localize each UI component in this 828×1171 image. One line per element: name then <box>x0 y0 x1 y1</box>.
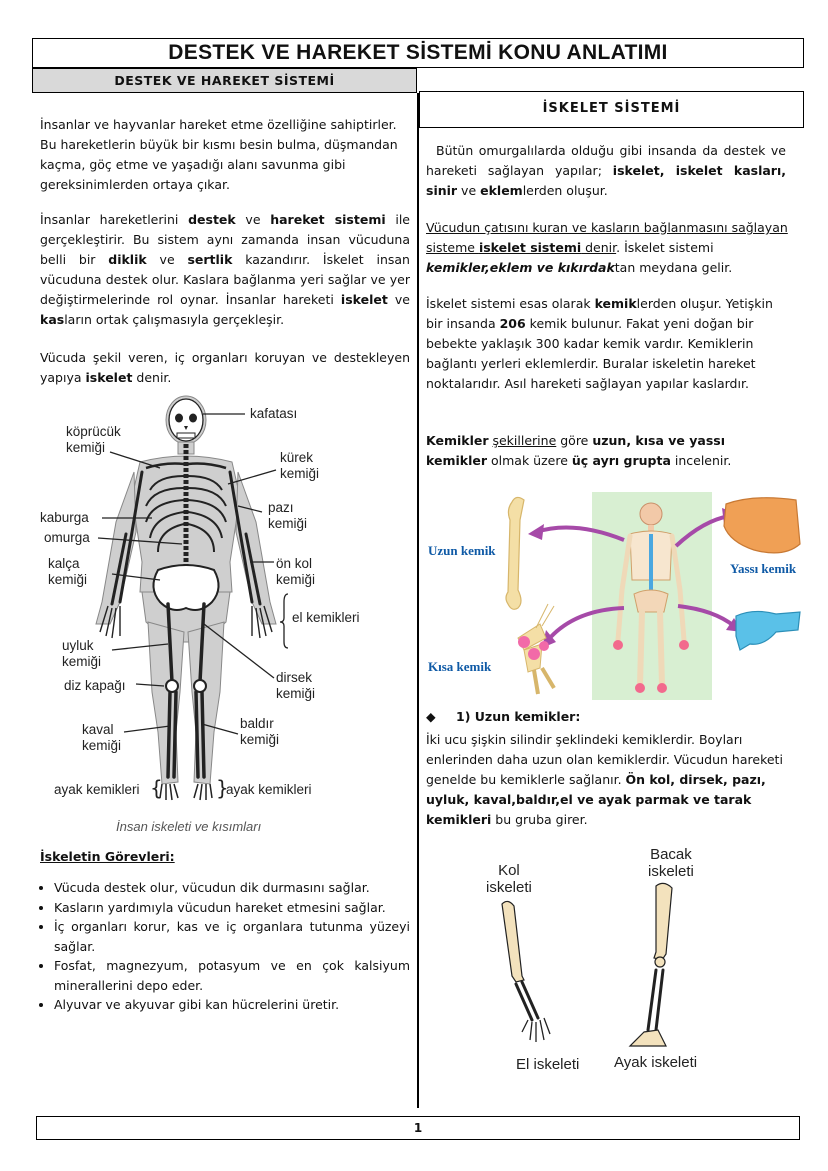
limb-skeleton-figure <box>480 880 720 1050</box>
label-kaburga: kaburga <box>40 510 89 525</box>
label-kopurcuk: köprücük kemiği <box>66 424 121 455</box>
label-pazi: pazı kemiği <box>268 500 308 531</box>
label-el-iskeleti: El iskeleti <box>516 1056 580 1073</box>
long-bones-paragraph: İki ucu şişkin silindir şeklindeki kemiklerdir. Boyları enlerinden daha uzun olan kemiklerdir. Vücudun hareketi genelde bu kemiklerle sağlanır. Ön kol, dirsek, pazı, uyluk, kaval,baldır,el ve ayak parmak ve tarak kemikleri bu gruba girer. <box>426 732 783 827</box>
tasks-list <box>40 878 410 1015</box>
column-divider <box>417 93 419 1108</box>
label-diz-kapagi: diz kapağı <box>64 678 126 693</box>
label-kafatasi: kafatası <box>250 406 298 421</box>
label-onkol: ön kol kemiği <box>276 556 316 587</box>
long-bones-heading: ◆ 1) Uzun kemikler: <box>426 709 581 724</box>
label-uyluk: uyluk kemiği <box>62 638 102 669</box>
label-kalca: kalça kemiği <box>48 556 88 587</box>
label-yassi-kemik: Yassı kemik <box>730 561 797 576</box>
label-kurek: kürek kemiği <box>280 450 320 481</box>
bone-count-paragraph: İskelet sistemi esas olarak kemiklerden oluşur. Yetişkin bir insanda 206 kemik bulunur. Fakat yeni doğan bir bebekte yaklaşık 300 kadar kemik vardır. Kemiklerin bağlantı yerleri eklemlerdir. Buralar iskeletin hareket noktalarıdır. Asıl hareketi sağlayan yapılar kaslardır. <box>426 296 773 391</box>
tasks-heading: İskeletin Görevleri: <box>40 849 175 864</box>
label-ayak-left: ayak kemikleri <box>54 782 140 797</box>
intro-paragraph: İnsanlar ve hayvanlar hareket etme özelliğine sahiptirler. Bu hareketlerin büyük bir kısmı besin bulma, düşmandan kaçma, göç etme ve yaşadığı alanı savunma gibi gereksinimlerden ortaya çıkar. <box>40 117 398 192</box>
label-kaval: kaval kemiği <box>82 722 122 753</box>
page-title: DESTEK VE HAREKET SİSTEMİ KONU ANLATIMI <box>32 38 804 68</box>
support-paragraph: İnsanlar hareketlerini destek ve hareket sistemi ile gerçekleştirir. Bu sistem aynı zamanda insan vücuduna belli bir diklik ve sertlik kazandırır. İskelet insan vücuduna destek olur. Kaslara bağlanma yeri sağlar ve yer değiştirmelerinde rol oynar. İnsanlar hareketi iskelet ve kasların ortak çalışmasıyla gerçekleşir. <box>40 212 410 327</box>
figure-caption: İnsan iskeleti ve kısımları <box>116 819 262 834</box>
label-kol-iskeleti: Kol iskeleti <box>486 862 532 896</box>
page-number: 1 <box>36 1116 800 1140</box>
task-item: • Vücuda destek olur, vücudun dik durmasını sağlar. <box>54 878 410 898</box>
task-item: • İç organları korur, kas ve iç organlara tutunma yüzeyi sağlar. <box>54 917 410 956</box>
label-omurga: omurga <box>44 530 90 545</box>
skeleton-definition: Vücuda şekil veren, iç organları koruyan ve destekleyen yapıya iskelet denir. <box>40 350 410 385</box>
svg-text:}: } <box>216 776 229 800</box>
label-dirsek: dirsek kemiği <box>276 670 316 701</box>
skeletal-system-definition: Vücudun çatısını kuran ve kasların bağlanmasını sağlayan sisteme iskelet sistemi denir. İskelet sistemi kemikler,eklem ve kıkırdaktan meydana gelir. <box>426 220 788 275</box>
bone-shapes-paragraph: Kemikler şekillerine göre uzun, kısa ve yassı kemikler olmak üzere üç ayrı grupta incelenir. <box>426 433 732 468</box>
label-baldir: baldır kemiği <box>240 716 280 747</box>
tasks-list-container <box>40 878 410 1015</box>
label-uzun-kemik: Uzun kemik <box>428 543 496 558</box>
task-item: • Alyuvar ve akyuvar gibi kan hücrelerini üretir. <box>54 995 410 1015</box>
label-bacak-iskeleti: Bacak iskeleti <box>648 846 694 880</box>
label-kisa-kemik: Kısa kemik <box>428 659 492 674</box>
svg-text:{: { <box>150 776 163 800</box>
right-section-heading: İSKELET SİSTEMİ <box>419 91 804 128</box>
label-el-kemikleri: el kemikleri <box>292 610 360 625</box>
task-item: • Kasların yardımıyla vücudun hareket etmesini sağlar. <box>54 898 410 918</box>
skeletal-components-paragraph: Bütün omurgalılarda olduğu gibi insanda da destek ve hareketi sağlayan yapılar; iskelet, iskelet kasları, sinir ve eklemlerden oluşur. <box>426 143 786 198</box>
task-item: • Fosfat, magnezyum, potasyum ve en çok kalsiyum minerallerini depo eder. <box>54 956 410 995</box>
label-ayak-iskeleti: Ayak iskeleti <box>614 1054 698 1071</box>
left-section-heading: DESTEK VE HAREKET SİSTEMİ <box>32 68 417 93</box>
label-ayak-right: ayak kemikleri <box>226 782 312 797</box>
